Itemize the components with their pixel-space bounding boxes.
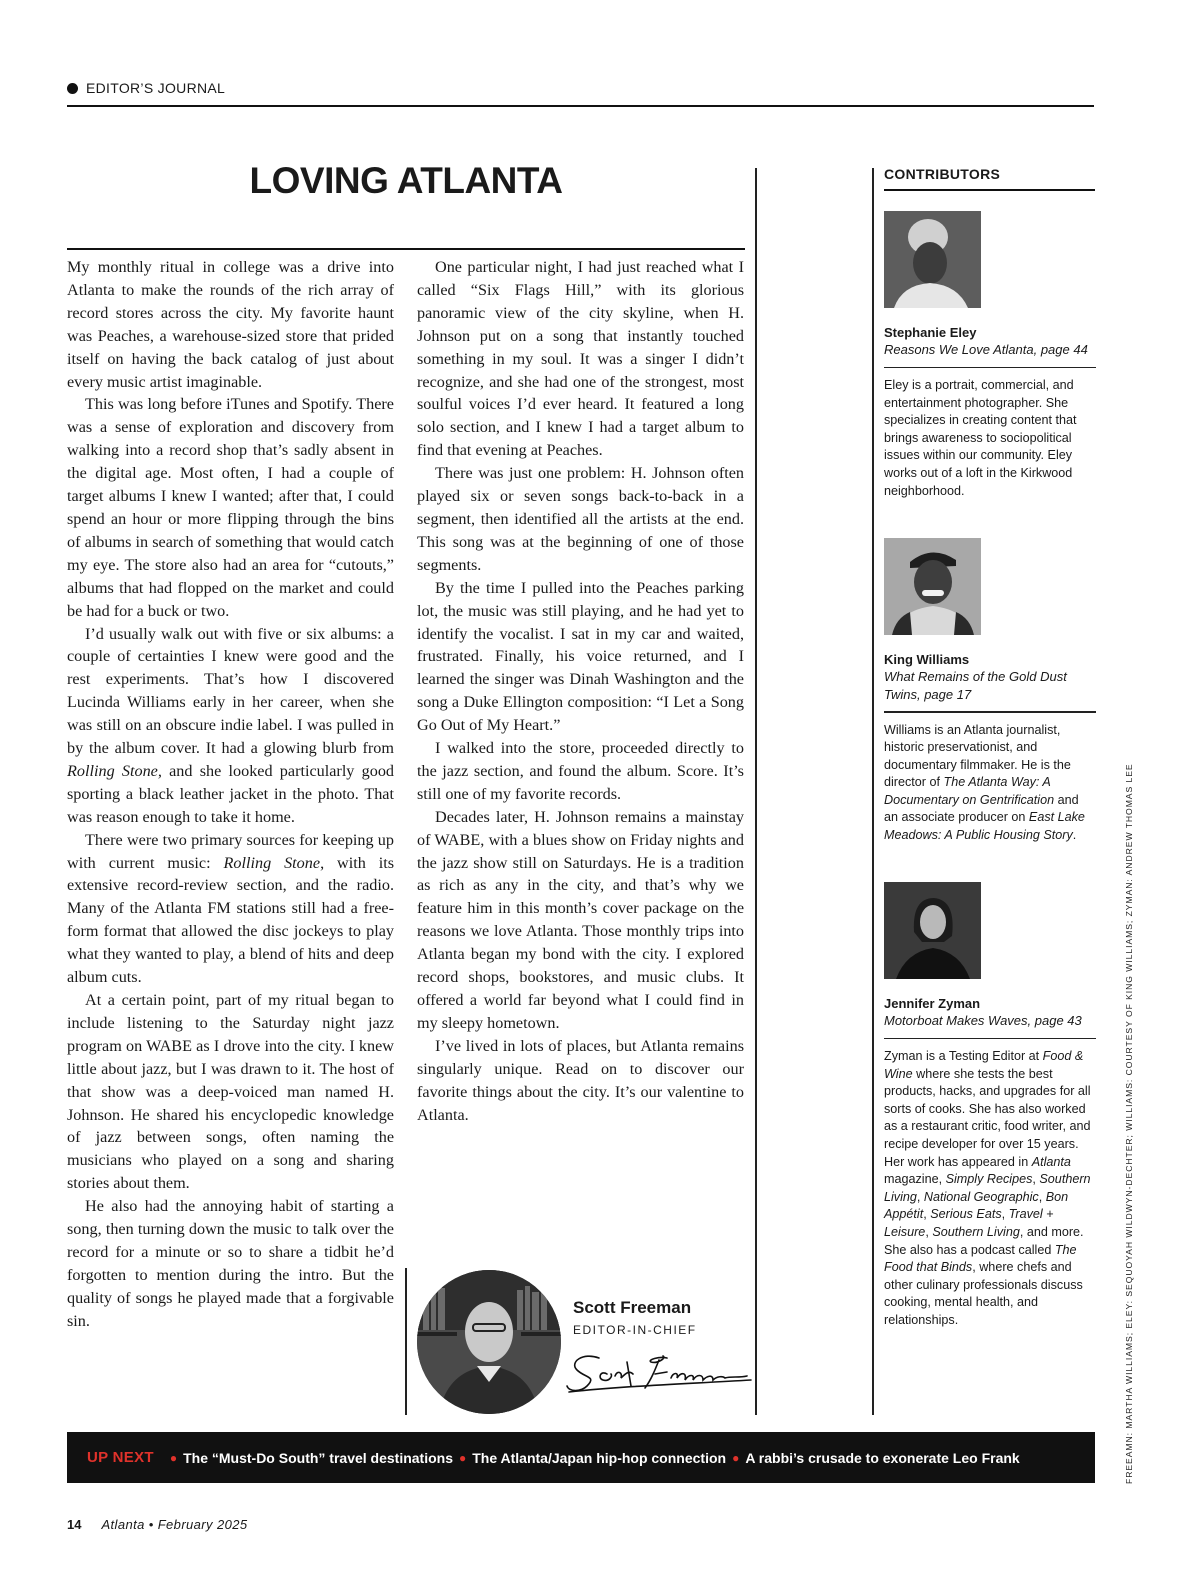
bullet-icon: ● [459,1450,467,1465]
contributor-rule [884,1038,1096,1040]
editor-title: EDITOR-IN-CHIEF [573,1323,697,1337]
top-rule [67,105,1094,107]
page-footer [67,1517,247,1532]
contributor-photo [884,538,981,635]
article-title: LOVING ATLANTA [249,160,563,201]
contributor-name: Stephanie Eley [884,325,977,340]
editor-name: Scott Freeman [573,1298,692,1317]
contributors-rule [884,189,1095,191]
up-next-item: A rabbi’s crusade to exonerate Leo Frank [745,1449,1020,1466]
editor-signature [563,1348,753,1396]
editor-photo [417,1270,561,1414]
contributor-card [884,211,1096,500]
contributor-name: King Williams [884,652,970,667]
contributor-rule [884,711,1096,713]
article-paragraph: This was long before iTunes and Spotify. There was a sense of exploration and discovery from walking into a record shop that’s sadly absent in the digital age. Most often, I had a couple of target albums I knew I wanted; after that, I could spend an hour or more flipping through the bins of albums in search of something that would catch my eye. The store also had an area for “cutouts,” albums that had flopped on the market and could be had for a buck or two. [67,395,394,620]
photo-credits: FREEAMN: MARTHA WILLIAMS; ELEY: SEQUOYAH WILDWYN-DECHTER; WILLIAMS: COURTESY OF KING WILLIAMS; ZYMAN: ANDREW THOMAS LEE [1124,763,1134,1484]
column-divider [755,168,757,1415]
section-label-text: EDITOR’S JOURNAL [86,80,226,96]
contributor-credit: Motorboat Makes Waves, page 43 [884,1013,1082,1028]
bullet-icon: ● [169,1450,178,1465]
article-paragraph: There were two primary sources for keeping up with current music: Rolling Stone, with its extensive record-review section, and the radio. Many of the Atlanta FM stations still had a free-form format that allowed the disc jockeys to play what they wanted to play, a blend of hits and deep album cuts. [67,830,395,987]
article-column-2 [417,256,744,1126]
contributor-credit: Reasons We Love Atlanta, page 44 [884,342,1088,357]
contributor-bio: Williams is an Atlanta journalist, historic preservationist, and documentary filmmaker. He is the director of The Atlanta Way: A Documentary on Gentrification and an associate producer on East Lake Meadows: A Public Housing Story. [884,722,1085,843]
article-paragraph: I’ve lived in lots of places, but Atlanta remains singularly unique. Read on to discover our favorite things about the city. It’s our valentine to Atlanta. [417,1036,744,1124]
section-label [67,80,225,96]
article-paragraph: He also had the annoying habit of starting a song, then turning down the music to talk over the record for a minute or so to share a tidbit he’d forgotten to mention during the intro. But the quality of songs he played made that a forgivable sin. [67,1197,394,1330]
article-paragraph: I walked into the store, proceeded directly to the jazz section, and found the album. Score. It’s still one of my favorite records. [417,739,744,803]
up-next-item: The “Must-Do South” travel destinations [183,1449,453,1466]
up-next-bar [67,1432,1095,1483]
article-paragraph: One particular night, I had just reached what I called “Six Flags Hill,” with its glorious panoramic view of the city skyline, when H. Johnson put on a song that instantly touched something in my soul. It was a singer I didn’t recognize, and she had one of the strongest, most soulful voices I’d ever heard. It featured a long solo section, and I knew I had a target album to find that evening at Peaches. [417,258,744,460]
article-paragraph: My monthly ritual in college was a drive into Atlanta to make the rounds of the rich array of record stores across the city. My favorite haunt was Peaches, a warehouse-sized store that prided itself on having the back catalog of just about every music artist imaginable. [67,258,394,391]
up-next-item: The Atlanta/Japan hip-hop connection [472,1449,727,1466]
title-rule [67,248,745,250]
publication-line: Atlanta • February 2025 [101,1517,248,1532]
article-paragraph: Decades later, H. Johnson remains a mainstay of WABE, with a blues show on Friday nights and the jazz show still on Saturdays. He is a tradition as rich as any in the city, and that’s why we feature him in this month’s cover package on the reasons we love Atlanta. Those monthly trips into Atlanta began my bond with the city. I explored record shops, bookstores, and music clubs. It offered a world far beyond what I could find in my sleepy hometown. [417,807,744,1032]
contributor-card [884,538,1096,845]
contributor-bio: Zyman is a Testing Editor at Food & Wine where she tests the best products, hacks, and upgrades for all sorts of cooks. She has also worked as a restaurant critic, food writer, and recipe developer for over 15 years. Her work has appeared in Atlanta magazine, Simply Recipes, Southern Living, National Geographic, Bon Appétit, Serious Eats, Travel + Leisure, Southern Living, and more. She also has a podcast called The Food that Binds, where chefs and other culinary professionals discuss cooking, mental health, and relationships. [884,1049,1091,1327]
article-paragraph: There was just one problem: H. Johnson often played six or seven songs back-to-back in a segment, then identified all the artists at the end. This song was at the beginning of one of those segments. [417,464,744,574]
bullet-dot-icon [67,83,78,94]
article-paragraph: I’d usually walk out with five or six albums: a couple of certainties I knew were good and the rest experiments. That’s how I discovered Lucinda Williams early in her career, when she was still on an obscure indie label. I was pulled in by the album cover. It had a glowing blurb from Rolling Stone, and she looked particularly good sporting a black leather jacket in the photo. That was reason enough to take it home. [67,624,395,826]
article-paragraph: By the time I pulled into the Peaches parking lot, the music was still playing, and he had yet to identify the vocalist. I sat in my car and waited, frustrated. Finally, his voice returned, and I learned the singer was Dinah Washington and the song a Duke Ellington composition: “I Let a Song Go Out of My Heart.” [417,578,744,735]
contributors-heading: CONTRIBUTORS [884,166,1001,182]
contributor-photo [884,882,981,979]
editor-signature-block [417,1268,747,1418]
contributor-rule [884,367,1096,369]
sidebar-divider [872,168,874,1415]
contributor-card [884,882,1096,1330]
article-column-1 [67,256,394,1333]
column-divider [405,1268,407,1415]
contributor-bio: Eley is a portrait, commercial, and entertainment photographer. She specializes in creating content that brings awareness to sociopolitical issues within our community. Eley works out of a loft in the Kirkwood neighborhood. [884,378,1077,498]
bullet-icon: ● [732,1450,740,1465]
contributor-photo [884,211,981,308]
contributor-name: Jennifer Zyman [884,996,981,1011]
article-paragraph: At a certain point, part of my ritual began to include listening to the Saturday night jazz program on WABE as I drove into the city. I knew little about jazz, but I was drawn to it. The host of that show was a deep-voiced man named H. Johnson. He shared his encyclopedic knowledge of jazz between songs, often naming the musicians who played on a song and sharing stories about them. [67,991,394,1193]
up-next-label: UP NEXT [87,1449,154,1466]
contributor-credit: What Remains of the Gold Dust Twins, page 17 [884,669,1067,702]
page-number: 14 [67,1517,82,1532]
